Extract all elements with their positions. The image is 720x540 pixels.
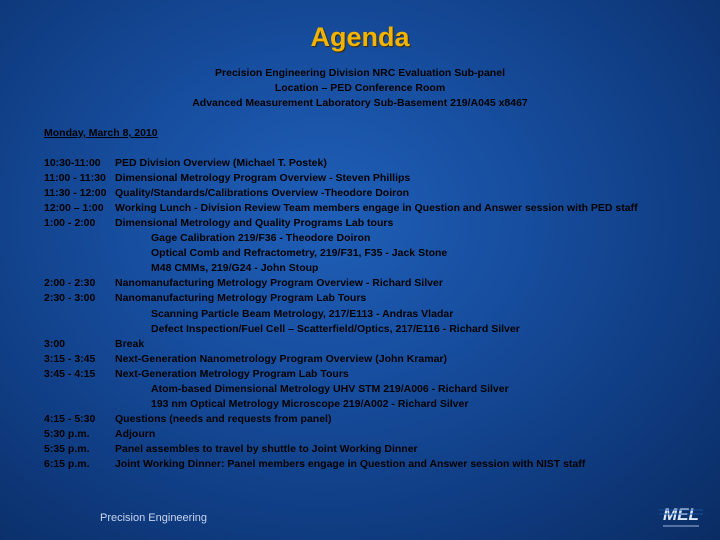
agenda-item-text: Adjourn	[115, 427, 156, 440]
agenda-item-text: Panel assembles to travel by shuttle to Joint Working Dinner	[115, 442, 418, 455]
agenda-item-text: PED Division Overview (Michael T. Postek)	[115, 157, 327, 169]
agenda-item-text: Scanning Particle Beam Metrology, 217/E113 - Andras Vladar	[151, 307, 454, 320]
agenda-time: 3:00	[44, 337, 66, 350]
agenda-item-text: Working Lunch - Division Review Team members engage in Question and Answer session with PED staff	[115, 202, 638, 215]
agenda-time: 5:30 p.m.	[44, 427, 90, 440]
agenda-time: 2:00 - 2:30	[44, 277, 96, 290]
agenda-item-text: Nanomanufacturing Metrology Program Overview - Richard Silver	[115, 277, 443, 290]
agenda-item-text: Next-Generation Nanometrology Program Overview (John Kramar)	[115, 352, 447, 365]
agenda-item-text: 193 nm Optical Metrology Microscope 219/A002 - Richard Silver	[151, 397, 469, 410]
agenda-item-text: Dimensional Metrology and Quality Programs Lab tours	[115, 217, 394, 230]
agenda-time: 3:45 - 4:15	[44, 367, 96, 380]
agenda-item-text: Dimensional Metrology Program Overview - Steven Phillips	[115, 172, 411, 185]
agenda-item-text: Break	[115, 337, 145, 350]
agenda-time: 6:15 p.m.	[44, 458, 90, 470]
agenda-item-text: Gage Calibration 219/F36 - Theodore Doiron	[151, 232, 371, 245]
agenda-time: 12:00 – 1:00	[44, 202, 104, 215]
footer-text: Precision Engineering	[100, 512, 208, 524]
subtitle-line-division: Precision Engineering Division NRC Evaluation Sub-panel	[215, 67, 505, 79]
subtitle-line-lab: Advanced Measurement Laboratory Sub-Basement 219/A045 x8467	[192, 97, 528, 109]
agenda-item-text: Joint Working Dinner: Panel members engage in Question and Answer session with NIST staff	[115, 458, 586, 470]
mel-logo-icon	[655, 502, 707, 530]
agenda-time: 5:35 p.m.	[44, 442, 90, 455]
meeting-date: Monday, March 8, 2010	[44, 127, 158, 139]
agenda-time: 11:30 - 12:00	[44, 187, 107, 200]
agenda-item-text: Quality/Standards/Calibrations Overview -Theodore Doiron	[115, 187, 410, 200]
agenda-time: 11:00 - 11:30	[44, 172, 106, 185]
agenda-item-text: Optical Comb and Refractometry, 219/F31, F35 - Jack Stone	[151, 247, 448, 260]
subtitle-block	[0, 66, 720, 111]
agenda-item-text: Questions (needs and requests from panel)	[115, 412, 332, 425]
agenda-item-text: Defect Inspection/Fuel Cell – Scatterfield/Optics, 217/E116 - Richard Silver	[151, 322, 520, 335]
agenda-item-text: Atom-based Dimensional Metrology UHV STM 219/A006 - Richard Silver	[151, 382, 509, 395]
agenda-item-text: M48 CMMs, 219/G24 - John Stoup	[151, 262, 319, 275]
subtitle-line-location: Location – PED Conference Room	[274, 82, 446, 94]
agenda-item-text: Nanomanufacturing Metrology Program Lab Tours	[115, 292, 367, 305]
slide-title: Agenda	[310, 22, 410, 52]
agenda-time: 3:15 - 3:45	[44, 352, 96, 365]
svg-text:MEL: MEL	[663, 505, 699, 524]
agenda-time: 4:15 - 5:30	[44, 412, 96, 425]
agenda-time: 1:00 - 2:00	[44, 217, 96, 230]
agenda-time: 2:30 - 3:00	[44, 292, 96, 305]
agenda-item-text: Next-Generation Metrology Program Lab Tours	[115, 367, 349, 380]
agenda-time: 10:30-11:00	[44, 157, 101, 169]
